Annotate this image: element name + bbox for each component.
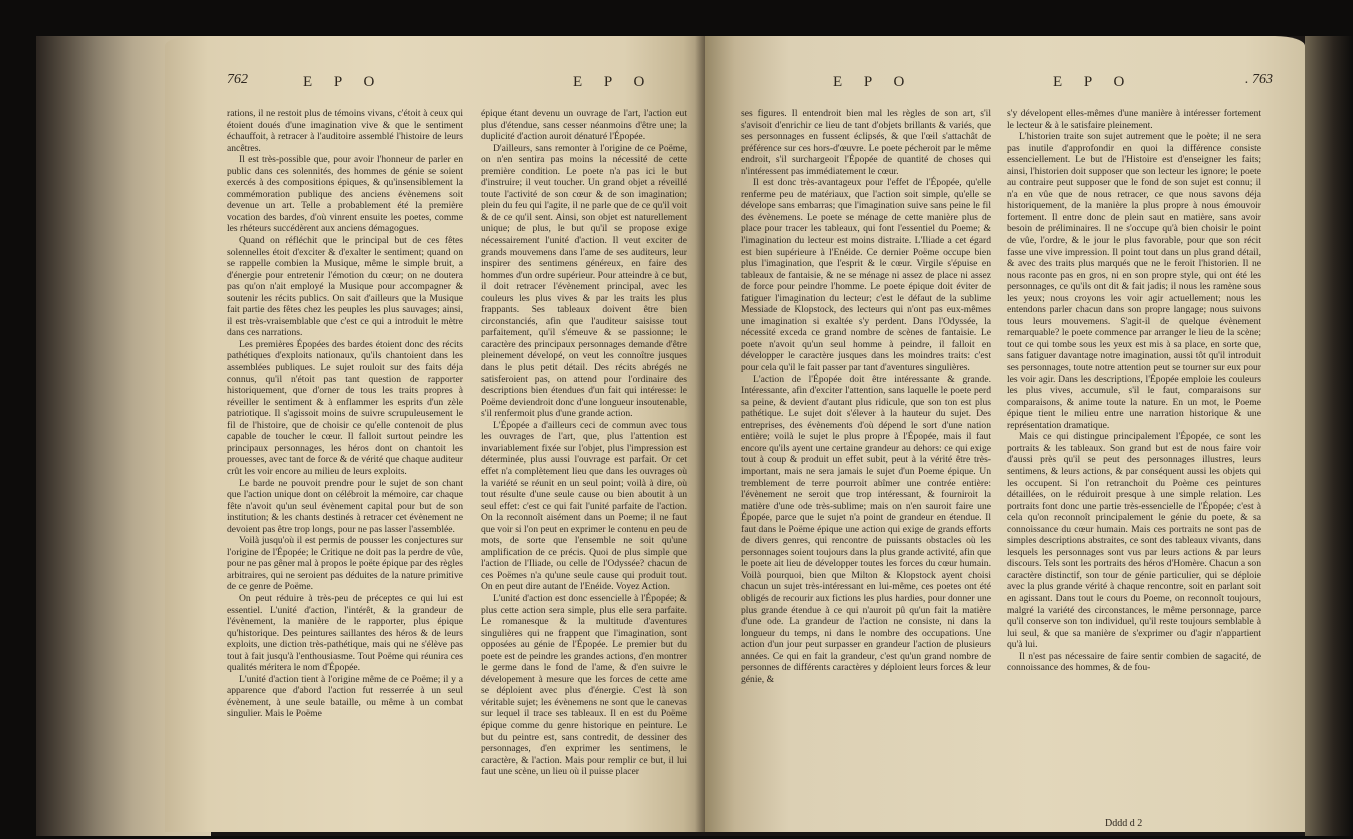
paragraph: Voilà jusqu'où il est permis de pousser les conjectures sur l'origine de l'Épopée; le Critique ne doit pas la perdre de vûe, pour ne pas gêner mal à propos le poëte épique par des règles arbitraires, qui ne seroient pas déduites de la nature primitive de ce genre de Poëme. [227, 535, 463, 593]
paragraph: Il est donc très-avantageux pour l'effet de l'Épopée, qu'elle renferme peu de matériaux, que l'action soit simple, qu'elle se dévelope sans embarras; que l'imagination suive sans peine le fil des évènemens. Le poete se ménage de cette manière plus de place pour tracer les tableaux, qui font l'essentiel du Poeme; & l'imagination du lecteur est moins distraite. L'Iliade a cet égard est bien supérieure à l'Enéide. Ce dernier Poëme occupe bien plus l'imagination, que l'esprit & le cœur. Virgile s'épuise en tableaux de fantaisie, & ne se ménage ni assez de place ni assez de force pour peindre l'homme. Le poete épique doit éviter de fatiguer l'imagination du lecteur; c'est le défaut de la sublime Messiade de Klopstock, des lecteurs qui n'ont pas eux-mêmes une imagination si exaltée s'y perdent. Dans l'Odyssée, la nécessité exceda ce grand nombre de scènes de fantaisie. Le poete n'avoit qu'un seul homme à peindre, il falloit en développer le caractère jusques dans les moindres traits: c'est pour cela qu'il le fait passer par tant d'aventures singulières. [741, 177, 991, 374]
right-page [705, 36, 1305, 832]
paragraph: rations, il ne restoit plus de témoins vivans, c'étoit à ceux qui étoient doués d'une imagination vive & que le sentiment échauffoit, à retracer à l'auditoire assemblé l'histoire de leurs ancêtres. [227, 108, 463, 154]
text-column-2 [481, 108, 687, 778]
paragraph: L'historien traite son sujet autrement que le poète; il ne sera pas inutile d'approfondir en quoi la différence consiste essenciellement. Le but de l'Histoire est d'enseigner les faits; ainsi, l'historien doit supposer que son lecteur les ignore; le poete au contraire peut supposer que le fond de son sujet est connu; il n'a en vûe que de nous retracer, ce que nous savons déja historiquement, de la manière la plus propre à nous émouvoir fortement. Il entre donc de plein saut en matière, sans avoir besoin de préliminaires. Il ne s'occupe qu'à bien choisir le point de vûe, l'ordre, & le jour le plus favorable, pour que son récit fasse une vive impression. Il point tout dans un plus grand détail, & avec des traits plus marqués que ne le feroit l'historien. Il ne nous raconte pas en gros, ni en son propre style, qui ont été les personnages, ce qu'ils ont dit & fait jadis; il nous les ramène sous les yeux; nous croyons les voir agir actuellement; nous les entendons parler chacun dans son propre langage; nous suivons tous leurs mouvemens. S'agit-il de quelque évènement remarquable? le poete commence par arranger le lieu de la scène; tout ce qui tombe sous les yeux est mis à sa place, en sorte que, sans fatiguer davantage notre imagination, aussi tôt qu'il introduit ses personnages, toute notre attention peut se tourner sur eux pour les voir agir. Dans les descriptions, l'Épopée emploie les couleurs les plus vives, accumule, s'il le faut, comparaisons sur comparaisons, & anime toute la nature. En un mot, le Poeme épique tient le milieu entre une narration historique & une représentation dramatique. [1007, 131, 1261, 431]
signature-mark: Dddd d 2 [1105, 818, 1143, 829]
paragraph: L'action de l'Épopée doit être intéressante & grande. Intéressante, afin d'exciter l'attention, sans laquelle le poete perd sa peine, & devient d'autant plus ridicule, que son ton est plus pathétique. Le sujet doit s'élever à la hauteur du sujet. Des entreprises, des évènements d'où dépend le sort d'une nation entière; voilà le sujet le plus propre à l'Épopée, mais il faut encore qu'ils ayent une certaine grandeur au dehors: ce qui exige tout à coup & produit un effet subit, peut à la vérité être très-important, mais ne sera jamais le sujet d'un Poeme épique. Un tremblement de terre pourroit abîmer une contrée entière: l'évènement ne seroit que trop intéressant, & fourniroit la matière d'une ode très-sublime; mais on n'en sauroit faire une Épopée, parce que le sujet n'a point de grandeur en étendue. Il faut dans le Poëme épique une action qui exige de grands efforts de divers genres, qui rencontre de puissants obstacles où les personnages soient toujours dans la plus grande activité, afin que le poete ait lieu de développer toutes les forces du cœur humain. Voilà pourquoi, bien que Milton & Klopstock ayent choisi chacun un sujet très-intéressant en lui-même, ces poetes ont été obligés de recourir aux fictions les plus hardies, pour donner une plus grande étendue à ce qui n'auroit pû qu'un fait la matière d'une ode. La grandeur de l'action ne consiste, ni dans la longueur du temps, ni dans le nombre des occupations. Une action d'un jour peut surpasser en grandeur l'action de plusieurs années. Ce qui en fait la grandeur, c'est qu'un grand nombre de personnes de différents caractères y déploient leurs forces & leur génie, & [741, 373, 991, 685]
paragraph: Quand on réfléchit que le principal but de ces fêtes solennelles étoit d'exciter & d'exalter le sentiment; quand on se rappelle combien la Musique, même le simple bruit, a d'énergie pour entretenir l'émotion du cœur; on ne doutera pas qu'on n'ait employé la Musique pour accompagner & soutenir les récits publics. On sait d'ailleurs que la Musique fait partie des fêtes chez les peuples les plus sauvages; ainsi, il est très-vraisemblable que c'est ce qui a introduit le mètre dans ces narrations. [227, 235, 463, 339]
paragraph: L'Épopée a d'ailleurs ceci de commun avec tous les ouvrages de l'art, que, plus l'attention est invariablement fixée sur l'objet, plus l'impression est déterminée, plus aussi l'ouvrage est parfait. Or cet effet n'a complètement lieu que dans les ouvrages où la variété se réunit en un seul point; voilà à dire, où tout résulte d'une seule cause ou bien aboutit à un seul effet: c'est ce qui fait l'unité parfaite de l'action. On la reconnoît aisément dans un Poeme; il ne faut que voir si l'on peut en exprimer le contenu en peu de mots, de sorte que l'ensemble ne soit qu'une amplification de ce précis. Quoi de plus simple que l'action de l'Iliade, ou celle de l'Odyssée? chacun de ces Poëmes n'a qu'une seule cause qui produit tout. On en peut dire autant de l'Enéide. Voyez Action. [481, 419, 687, 593]
left-running-head-inner: E P O [573, 74, 654, 90]
paragraph: On peut réduire à très-peu de préceptes ce qui lui est essentiel. L'unité d'action, l'intérêt, & la grandeur de l'évènement, la manière de le rapporter, plus épique qu'historique. Des peintures saillantes des héros & de leurs exploits, une diction très-pathétique, mais qui ne s'élève pas tout à fait jusqu'à l'enthousiasme. Tout Poëme qui réunira ces qualités méritera le nom d'Épopée. [227, 592, 463, 674]
paragraph: épique étant devenu un ouvrage de l'art, l'action eut plus d'étendue, sans cesser néanmoins d'être une; la duplicité d'action auroit dénaturé l'Épopée. [481, 108, 687, 143]
paragraph: L'unité d'action tient à l'origine même de ce Poëme; il y a apparence que d'abord l'action fut resserrée à un seul évènement, à une seule bataille, ou même à un combat singulier. Mais le Poëme [227, 673, 463, 720]
left-page [165, 36, 705, 832]
text-column-3 [741, 108, 991, 685]
text-column-1 [227, 108, 463, 720]
right-page-number: . 763 [1245, 72, 1273, 87]
right-running-head-inner: E P O [833, 74, 914, 90]
paragraph: Les premières Épopées des bardes étoient donc des récits pathétiques d'exploits nationaux, qu'ils chantoient dans les assemblées publiques. Le sujet rouloit sur des faits déja connus, qu'il n'étoit pas tant question de rapporter historiquement, que d'orner de tous les traits propres à réveiller le sentiment & à enflammer les esprits d'un zèle patriotique. Il s'agissoit moins de suivre scrupuleusement le fil de l'histoire, que de choisir ce qu'elle contenoit de plus capable de toucher le cœur. Il falloit surtout peindre les principaux personnages, les héros dont on chantoit les prouesses, avec tant de force & de vérité que chaque auditeur crût les voir encore au milieu de leurs exploits. [227, 338, 463, 477]
paragraph: L'unité d'action est donc essencielle à l'Épopée; & plus cette action sera simple, plus elle sera parfaite. Le romanesque & la multitude d'aventures singulières qui ne frappent que l'imagination, sont opposées au génie de l'Épopée. Le premier but du poete est de peindre les grandes actions, d'en montrer le germe dans le fond de l'ame, & d'en suivre le dévelopement à mesure que les forces de cette ame se déploient avec plus d'énergie. C'est là son véritable sujet; les évènemens ne sont que le canevas sur lequel il trace ses tableaux. Il en est du Poëme épique comme du genre historique en peinture. Le but du peintre est, sans contredit, de dessiner des personnages, d'en exprimer les sentimens, le caractère, & l'action. Mais pour remplir ce but, il lui faut une scène, un lieu où il puisse placer [481, 592, 687, 778]
book-edge-right [1305, 36, 1353, 836]
paragraph: Le barde ne pouvoit prendre pour le sujet de son chant que l'action unique dont on célébroit la mémoire, car chaque fête n'avoit qu'un seul évènement capital pour but de son institution; & les chants destinés à retracer cet évènement ne devoient pas être trop longs, pour ne pas lasser l'assemblée. [227, 477, 463, 535]
text-column-4 [1007, 108, 1261, 674]
paragraph: ses figures. Il entendroit bien mal les règles de son art, s'il s'avisoit d'enrichir ce lieu de tant d'objets brillants & variés, que ses personnages en fussent éclipsés, & que l'œil s'attachât de préférence sur ces hors-d'œuvre. Le poete pécheroit par le même endroit, s'il surchargeoit l'Épopée de quantité de choses qui n'intéressent pas immédiatement le cœur. [741, 108, 991, 177]
paragraph: Il n'est pas nécessaire de faire sentir combien de sagacité, de connoissance des hommes, & de fou- [1007, 650, 1261, 674]
paragraph: Il est très-possible que, pour avoir l'honneur de parler en public dans ces solennités, des hommes de génie se soient exercés à des compositions épiques, & qu'insensiblement la commémoration publique des anciens évènemens soit devenue un art. Telle a probablement été la première vocation des bardes, d'où vinrent ensuite les poetes, comme les rhéteurs succédèrent aux anciens démagogues. [227, 154, 463, 235]
paragraph: D'ailleurs, sans remonter à l'origine de ce Poëme, on n'en sentira pas moins la nécessité de cette première condition. Le poete n'a pas ici le but d'instruire; il veut toucher. Un grand objet a réveillé toute l'activité de son cœur & de son imagination; plein du feu qui l'agite, il ne parle que de ce qu'il voit & de ce qu'il sent. Ainsi, son objet est naturellement unique; de plus, le but qu'il se propose exige nécessairement l'unité d'action. Il veut exciter de grands mouvemens dans l'ame de ses auditeurs, leur inspirer des sentimens généreux, en faire des hommes d'un ordre supérieur. Pour atteindre à ce but, il doit retracer l'évènement principal, avec les couleurs les plus vives & par les traits les plus frappants. Ses tableaux doivent être bien circonstanciés, afin que l'auditeur saisisse tout parfaitement, qu'il s'émeuve & se passionne; le caractère des principaux personnages demande d'être pleinement dévelopé, on veut les connoître jusques dans le plus petit détail. Des récits abrégés ne satisferoient pas, on attend pour l'ordinaire des descriptions bien étendues d'un fait qui intéresse: le Poëme deviendroit donc d'une longueur insoutenable, s'il renfermoit plus d'une grande action. [481, 142, 687, 420]
right-running-head-outer: E P O [1053, 74, 1134, 90]
left-running-head-outer: E P O [303, 74, 384, 90]
left-page-number: 762 [227, 72, 248, 87]
paragraph: s'y dévelopent elles-mêmes d'une manière à intéresser fortement le lecteur & à le satisfaire pleinement. [1007, 108, 1261, 131]
paragraph: Mais ce qui distingue principalement l'Épopée, ce sont les portraits & les tableaux. Son grand but est de nous faire voir d'aussi près qu'il se peut des personnages illustres, leurs sentimens, & leurs actions, & par conséquent aussi les objets qui les occupent. Si l'on retranchoit du Poème ces peintures détaillées, on le réduiroit presque à une simple relation. Les portraits font donc une partie très-essencielle de l'Épopée; c'est à cela qu'on reconnoît principalement le génie du poete, & sa connoissance du cœur humain. Mais ces portraits ne sont pas de simples descriptions abstraites, ce sont des tableaux vivants, dans lesquels les personnages sont vus par leurs actions & par leurs discours. Tels sont les portraits des héros d'Homère. Chacun a son caractère distinctif, son tour de génie particulier, qui se déploie avec la plus grande vérité à chaque rencontre, soit en parlant soit en agissant. Dans tout le cours du Poeme, on reconnoît toujours, malgré la variété des circonstances, le même personnage, parce qu'il conserve son ton individuel, qu'il reste toujours semblable à lui seul, & que sa manière de s'exprimer ou d'agir n'appartient qu'à lui. [1007, 431, 1261, 651]
